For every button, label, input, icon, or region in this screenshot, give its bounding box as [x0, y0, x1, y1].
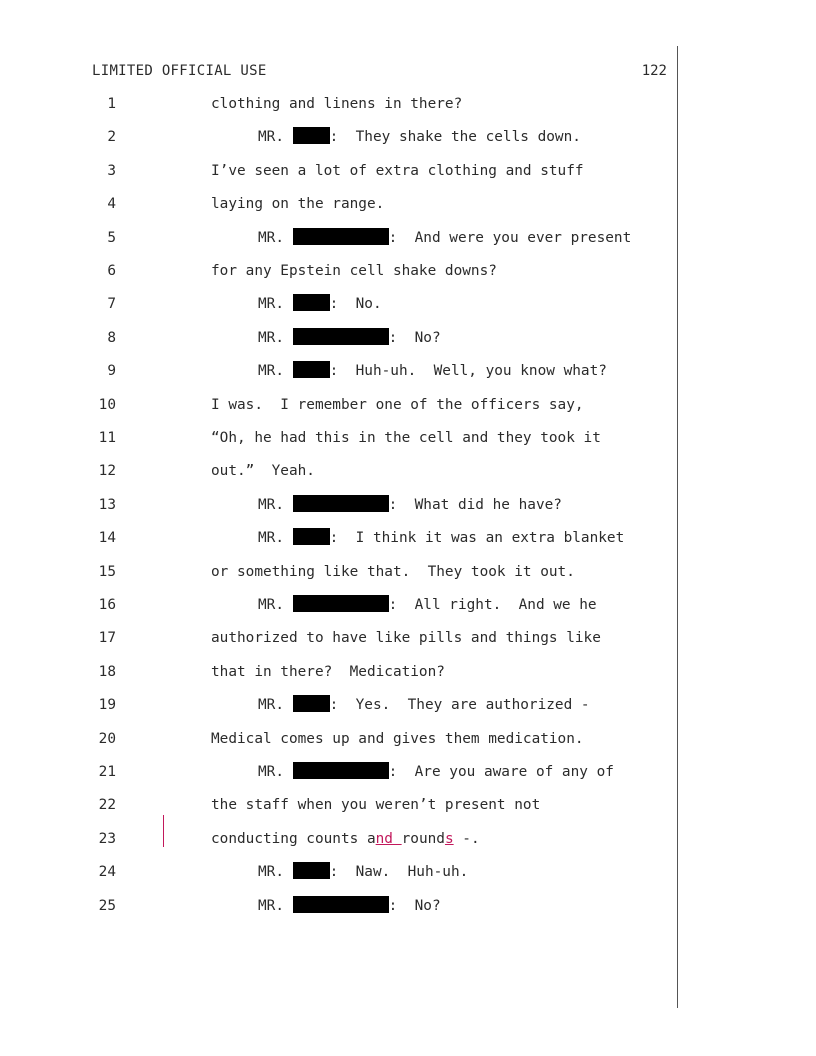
redaction-box: [293, 528, 330, 545]
line-text: [211, 795, 540, 815]
line-text: [258, 862, 468, 882]
line-number: 15: [98, 563, 116, 580]
redaction-box: [293, 695, 330, 712]
line-text: [211, 461, 315, 481]
revision-bar: [163, 815, 164, 847]
redaction-box: [293, 595, 389, 612]
line-number: 25: [98, 897, 116, 914]
line-segment: -.: [453, 830, 480, 847]
speaker-prefix: MR.: [258, 764, 293, 780]
line-body: : They shake the cells down.: [329, 129, 581, 146]
line-body: : No?: [388, 897, 441, 914]
redaction-box: [293, 896, 389, 913]
line-number: 19: [98, 697, 116, 714]
line-number: 5: [107, 229, 116, 246]
line-text: [211, 94, 462, 114]
line-text: [211, 729, 584, 749]
line-text: [258, 595, 597, 615]
speaker-prefix: MR.: [258, 329, 293, 346]
speaker-prefix: MR.: [258, 296, 293, 313]
line-body: : Huh-uh. Well, you know what?: [329, 363, 607, 380]
speaker-prefix: MR.: [258, 897, 293, 914]
line-segment: conducting counts a: [211, 830, 376, 847]
line-number: 11: [98, 430, 116, 446]
line-number: 7: [107, 296, 116, 313]
line-text: [258, 762, 614, 782]
speaker-prefix: MR.: [258, 697, 293, 714]
line-text: [211, 829, 480, 849]
line-body: : No.: [329, 296, 382, 313]
line-number: 18: [98, 663, 116, 680]
redaction-box: [293, 762, 389, 779]
line-number: 8: [107, 329, 116, 346]
redaction-box: [293, 127, 330, 144]
redaction-box: [293, 328, 389, 345]
classification-label: LIMITED OFFICIAL USE: [92, 63, 267, 79]
line-number: 24: [98, 864, 116, 881]
speaker-prefix: MR.: [258, 496, 293, 513]
tracked-change-text: s: [444, 830, 454, 847]
line-body: : All right. And we he: [388, 597, 597, 613]
line-number: 20: [98, 730, 116, 747]
line-text: [258, 695, 590, 715]
line-number: 12: [98, 463, 116, 480]
speaker-prefix: MR.: [258, 530, 293, 547]
line-segment: round: [401, 830, 445, 847]
redaction-box: [293, 228, 389, 245]
line-body: : I think it was an extra blanket: [329, 530, 625, 547]
line-body: : Naw. Huh-uh.: [329, 864, 469, 881]
line-number: 23: [98, 830, 116, 847]
line-text: [211, 562, 575, 582]
line-number: 22: [98, 797, 116, 814]
line-text: [211, 628, 601, 648]
page-number: 122: [641, 63, 667, 79]
speaker-prefix: MR.: [258, 229, 293, 246]
line-body: authorized to have like pills and things like: [211, 630, 601, 647]
redaction-box: [293, 361, 330, 378]
line-text: [258, 127, 581, 147]
line-text: [211, 395, 584, 415]
line-number: 14: [98, 530, 116, 547]
line-text: [211, 662, 445, 682]
page-header: [92, 62, 667, 80]
line-body: : And were you ever present: [388, 229, 632, 246]
line-body: or something like that. They took it out.: [211, 563, 575, 580]
line-body: : No?: [388, 329, 441, 346]
line-body: that in there? Medication?: [211, 663, 445, 680]
line-number: 4: [107, 196, 116, 213]
line-body: Medical comes up and gives them medication.: [211, 730, 584, 747]
redaction-box: [293, 294, 330, 311]
line-text: [211, 194, 384, 214]
line-body: laying on the range.: [211, 196, 385, 213]
line-text: [258, 294, 382, 314]
line-text: [258, 361, 607, 381]
line-number: 2: [107, 129, 116, 146]
line-text: [258, 528, 624, 548]
line-body: clothing and linens in there?: [211, 96, 463, 112]
line-text: [258, 896, 441, 916]
line-number: 9: [107, 363, 116, 380]
line-text: [211, 261, 497, 281]
line-body: out.” Yeah.: [211, 463, 315, 480]
line-body: : Are you aware of any of: [388, 764, 614, 780]
speaker-prefix: MR.: [258, 129, 293, 146]
line-number: 17: [98, 630, 116, 647]
line-number: 21: [98, 764, 116, 780]
line-number: 3: [107, 162, 116, 179]
line-body: “Oh, he had this in the cell and they took it: [211, 430, 601, 446]
line-number: 6: [107, 263, 116, 279]
line-text: [211, 161, 584, 181]
line-number: 13: [98, 496, 116, 513]
line-text: [258, 495, 562, 515]
line-number: 1: [107, 96, 116, 112]
line-body: the staff when you weren’t present not: [211, 797, 541, 814]
speaker-prefix: MR.: [258, 864, 293, 881]
line-body: : What did he have?: [388, 496, 562, 513]
speaker-prefix: MR.: [258, 597, 293, 613]
redaction-box: [293, 862, 330, 879]
line-text: [258, 328, 441, 348]
line-body: I’ve seen a lot of extra clothing and stuff: [211, 162, 584, 179]
line-body: : Yes. They are authorized -: [329, 697, 590, 714]
line-body: I was. I remember one of the officers say,: [211, 396, 584, 413]
line-number: 10: [98, 396, 116, 413]
speaker-prefix: MR.: [258, 363, 293, 380]
line-text: [258, 228, 631, 248]
redaction-box: [293, 495, 389, 512]
right-margin-rule: [677, 46, 678, 1008]
line-body: for any Epstein cell shake downs?: [211, 263, 497, 279]
line-number: 16: [98, 597, 116, 613]
tracked-change-text: nd: [375, 830, 402, 847]
line-text: [211, 428, 601, 448]
